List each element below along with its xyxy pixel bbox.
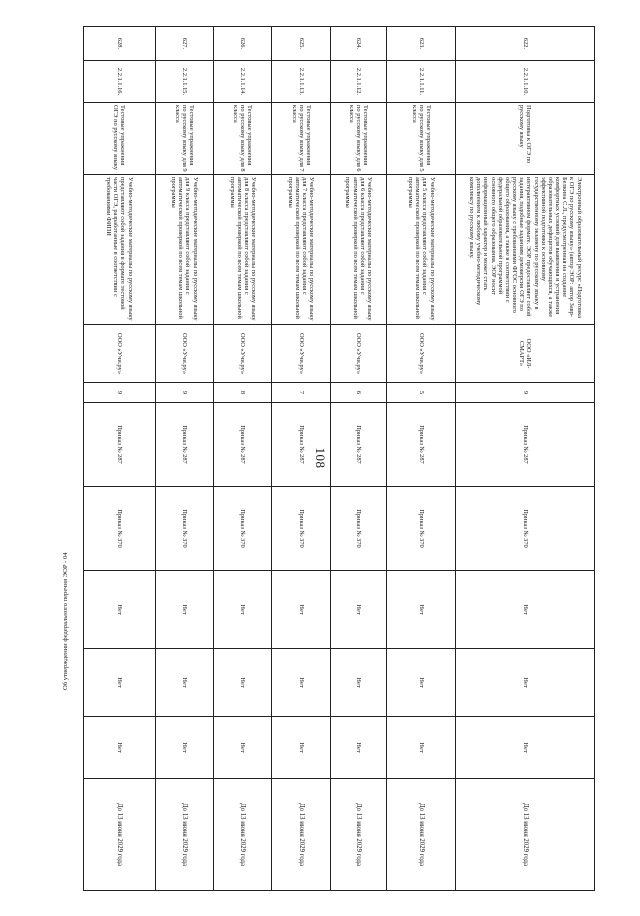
row-grade: 9 [155,383,213,403]
row-order-1: Приказ № 287 [272,403,330,487]
row-description: Электронный образовательный ресурс «Подготовка к ОГЭ по русскому языку» (автор ЭОР: автор Завр-Белкина С.Л., предусмотренная на создание комфортных условий для выявления и устранения образовательных дефицитов обучающихся, а также эффективной подготовки к основному государственному экзамену по русскому языку в интерактивном формате. ЭОР предоставляет собой задания, подобные заданиям демоверсии ОГЭ по русскому языку с требованиями ФГОС основного общего образования, а также в соответствии с федеральной образовательной программой основного общего образования. ЭОР носит информационный характер и может стать дополнением к любому учебно-методическому комплексу по русскому языку. [456,175,595,325]
row-code: 2.2.1.1.10. [456,61,595,103]
row-flag-3: Нет [213,717,271,779]
page-number: 108 [313,447,328,469]
row-flag-2: Нет [84,649,156,717]
row-flag-1: Нет [213,571,271,649]
row-organization: ООО «Учи.ру» [155,325,213,383]
row-name: Тестовые упражнения по русскому языку для 9 класса [155,103,213,175]
row-code: 2.2.1.1.11. [387,61,456,103]
row-organization: ООО «Учи.ру» [84,325,156,383]
row-description: Учебно-методические материалы по русскому языку для 7 класса представляют собой задания с автоматической проверкой по всем темам школьной программы [272,175,330,325]
row-deadline: До 13 июня 2029 года [84,779,156,891]
table-row [456,27,595,891]
row-deadline: До 13 июня 2029 года [456,779,595,891]
row-flag-1: Нет [155,571,213,649]
row-code: 2.2.1.1.16. [84,61,156,103]
row-description: Учебно-методические материалы по русскому языку для 9 класса представляют собой задания с автоматической проверкой по всем темам школьной программы [155,175,213,325]
row-code: 2.2.1.1.12. [330,61,386,103]
row-order-1: Приказ № 287 [155,403,213,487]
row-number: 624. [330,27,386,61]
row-grade: 9 [456,383,595,403]
row-number: 628. [84,27,156,61]
row-grade: 6 [330,383,386,403]
row-organization: ООО «Учи.ру» [387,325,456,383]
row-organization: ООО «Учи.ру» [213,325,271,383]
row-deadline: До 13 июня 2029 года [213,779,271,891]
row-order-1: Приказ № 287 [456,403,595,487]
row-flag-3: Нет [272,717,330,779]
row-order-1: Приказ № 287 [213,403,271,487]
row-grade: 9 [84,383,156,403]
register-table [83,26,595,891]
row-deadline: До 13 июня 2029 года [387,779,456,891]
row-flag-3: Нет [84,717,156,779]
footer-wrapper [62,552,69,690]
row-order-1: Приказ № 287 [387,403,456,487]
row-number: 627. [155,27,213,61]
row-flag-2: Нет [272,649,330,717]
row-deadline: До 13 июня 2029 года [155,779,213,891]
row-organization: ООО «Учи.ру» [272,325,330,383]
row-order-1: Приказ № 287 [84,403,156,487]
row-order-2: Приказ № 370 [84,487,156,571]
table-row [330,27,386,891]
row-grade: 5 [387,383,456,403]
row-deadline: До 13 июня 2029 года [330,779,386,891]
row-description: Учебно-методические материалы по русскому языку представляют собой задания в формате тестовой части ОГЭ, разработанные в соответствии с требованиями ФИПИ [84,175,156,325]
row-flag-3: Нет [155,717,213,779]
register-table-wrapper [83,26,595,890]
row-name: Тестовые упражнения ОГЭ по русскому языку [84,103,156,175]
row-flag-1: Нет [387,571,456,649]
row-code: 2.2.1.1.13. [272,61,330,103]
row-number: 625. [272,27,330,61]
row-order-2: Приказ № 370 [456,487,595,571]
table-row [155,27,213,891]
row-flag-2: Нет [330,649,386,717]
row-name: Подготовка к ОГЭ по русскому языку [456,103,595,175]
row-order-2: Приказ № 370 [387,487,456,571]
footer-note: Об утверждении федерального перечня ЭОР - 04 [62,552,69,690]
row-code: 2.2.1.1.15. [155,61,213,103]
row-number: 622. [456,27,595,61]
row-description: Учебно-методические материалы по русскому языку для 6 класса представляют собой задания с автоматической проверкой по всем темам школьной программы [330,175,386,325]
row-deadline: До 13 июня 2029 года [272,779,330,891]
row-name: Тестовые упражнения по русскому языку для 8 класса [213,103,271,175]
row-order-2: Приказ № 370 [155,487,213,571]
row-flag-1: Нет [456,571,595,649]
table-row [272,27,330,891]
row-number: 623. [387,27,456,61]
row-code: 2.2.1.1.14. [213,61,271,103]
row-description: Учебно-методические материалы по русскому языку для 8 класса представляют собой задания с автоматической проверкой по всем темам школьной программы [213,175,271,325]
row-grade: 7 [272,383,330,403]
row-flag-2: Нет [387,649,456,717]
row-flag-3: Нет [330,717,386,779]
row-organization: ООО «Учи.ру» [330,325,386,383]
row-grade: 8 [213,383,271,403]
row-flag-2: Нет [213,649,271,717]
row-order-2: Приказ № 370 [213,487,271,571]
row-order-1: Приказ № 287 [330,403,386,487]
register-table-body [84,27,595,891]
row-organization: ООО «ИЛ-СМАРТ» [456,325,595,383]
row-order-2: Приказ № 370 [272,487,330,571]
row-order-2: Приказ № 370 [330,487,386,571]
row-name: Тестовые упражнения по русскому языку для 6 класса [330,103,386,175]
row-flag-1: Нет [330,571,386,649]
row-number: 626. [213,27,271,61]
row-flag-1: Нет [272,571,330,649]
row-description: Учебно-методические материалы по русскому языку для 5 класса представляют собой задания с автоматической проверкой по всем темам школьной программы [387,175,456,325]
row-flag-1: Нет [84,571,156,649]
row-flag-3: Нет [387,717,456,779]
row-name: Тестовые упражнения по русскому языку для 7 класса [272,103,330,175]
row-flag-2: Нет [456,649,595,717]
table-row [213,27,271,891]
table-row [387,27,456,891]
table-row [84,27,156,891]
row-flag-2: Нет [155,649,213,717]
row-flag-3: Нет [456,717,595,779]
row-name: Тестовые упражнения по русскому языку для 5 класса [387,103,456,175]
